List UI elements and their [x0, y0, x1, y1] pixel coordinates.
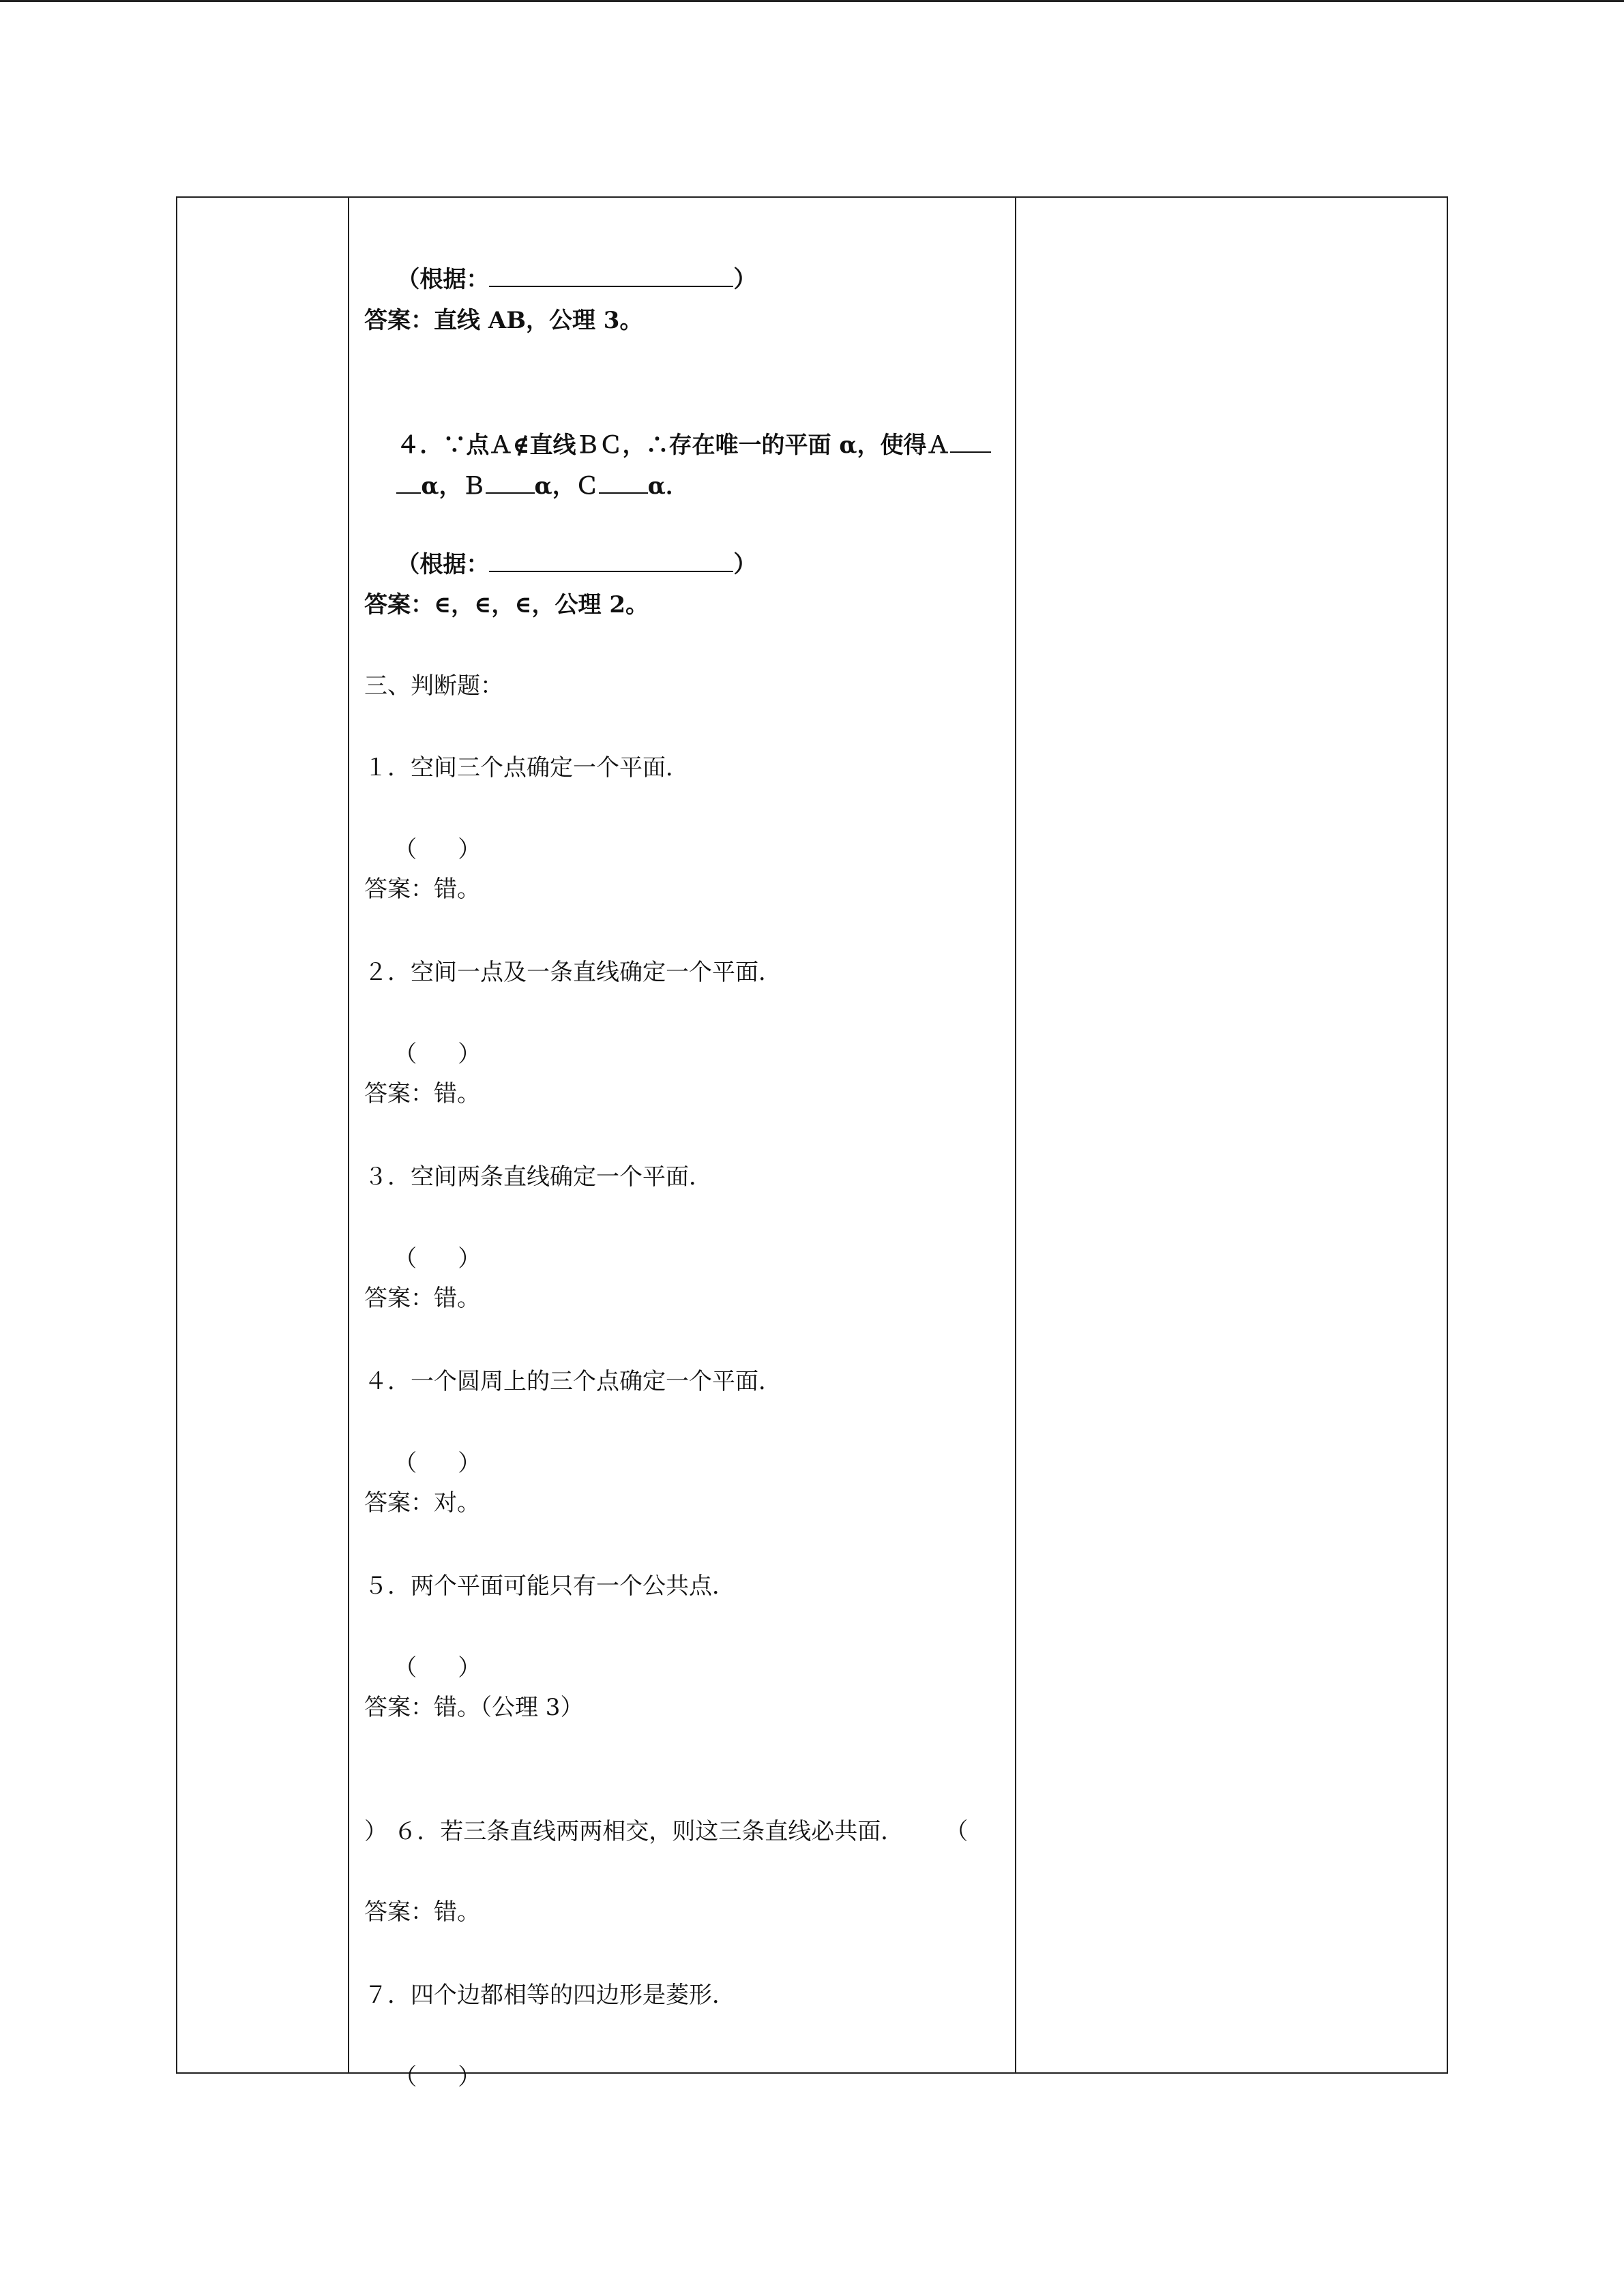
basis-suffix: ）: [733, 551, 757, 578]
section-title: 三、判断题：: [364, 672, 503, 700]
judgment-7: ７．四个边都相等的四边形是菱形．: [364, 1982, 735, 2009]
top-border-rule: [0, 0, 1624, 2]
judgment-3-answer: 答案：错。: [364, 1285, 480, 1312]
judgment-1-answer: 答案：错。: [364, 876, 480, 903]
judgment-4-answer: 答案：对。: [364, 1489, 480, 1517]
answer-q3: 答案：直线 AB，公理 3。: [364, 307, 643, 334]
judgment-4-parens: （ ）: [394, 1450, 482, 1477]
question-4-line-2: α，Ｂ α，Ｃ α．: [364, 425, 689, 548]
judgment-2-parens: （ ）: [394, 1041, 482, 1068]
judgment-7-parens: （ ）: [394, 2063, 482, 2091]
question-4-line-1: ４．∵点Ａ∉直线ＢＣ，∴存在唯一的平面 α，使得Ａ: [364, 384, 991, 507]
fill-blank[interactable]: [486, 472, 535, 494]
fill-blank[interactable]: [396, 472, 421, 494]
fill-blank[interactable]: [599, 472, 648, 494]
fill-blank[interactable]: [950, 431, 991, 453]
basis-suffix: ）: [733, 266, 757, 293]
column-divider-right: [1015, 198, 1016, 2072]
basis-prefix: （根据：: [396, 551, 490, 578]
judgment-6-close-paren: ）: [364, 1818, 387, 1845]
judgment-4: ４．一个圆周上的三个点确定一个平面．: [364, 1368, 782, 1395]
judgment-5: ５．两个平面可能只有一个公共点．: [364, 1572, 735, 1600]
judgment-2-answer: 答案：错。: [364, 1080, 480, 1107]
judgment-6: ６．若三条直线两两相交，则这三条直线必共面． （: [394, 1818, 969, 1845]
judgment-1-parens: （ ）: [394, 836, 482, 863]
judgment-3: ３．空间两条直线确定一个平面．: [364, 1163, 712, 1191]
judgment-1: １．空间三个点确定一个平面．: [364, 754, 689, 781]
fill-blank[interactable]: [489, 550, 733, 572]
answer-q4: 答案：∈，∈，∈，公理 2。: [364, 591, 649, 618]
judgment-6-answer: 答案：错。: [364, 1898, 480, 1926]
basis-prefix: （根据：: [396, 266, 490, 293]
judgment-5-answer: 答案：错。（公理 3）: [364, 1694, 584, 1721]
column-divider-left: [348, 198, 349, 2072]
fill-blank[interactable]: [489, 265, 733, 287]
judgment-2: ２．空间一点及一条直线确定一个平面．: [364, 959, 782, 986]
judgment-5-parens: （ ）: [394, 1654, 482, 1682]
judgment-3-parens: （ ）: [394, 1245, 482, 1272]
